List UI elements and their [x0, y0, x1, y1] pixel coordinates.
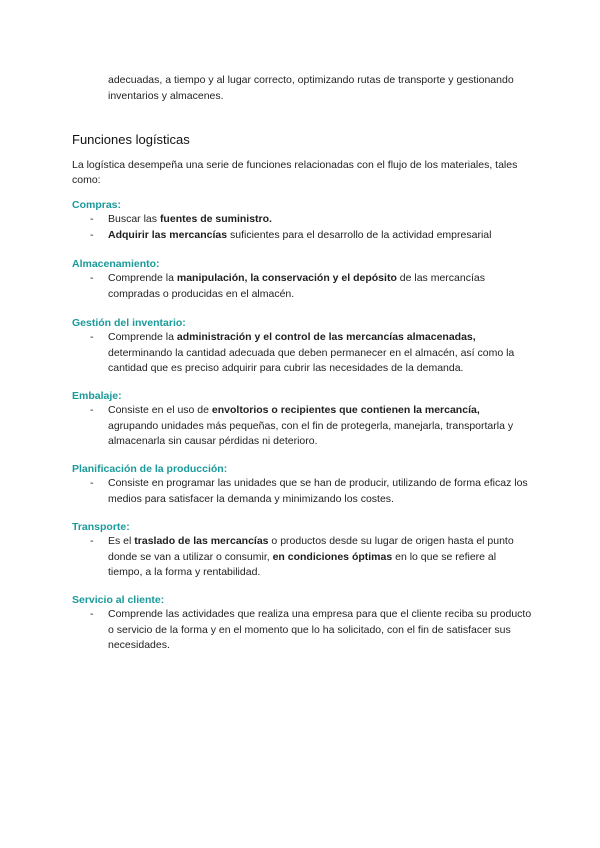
bullet-dash: -: [90, 608, 94, 620]
section-embalaje: [72, 389, 532, 450]
bullet-dash: -: [90, 477, 94, 489]
intro-text: adecuadas, a tiempo y al lugar correcto, optimizando rutas de transporte y gestionando inventarios y almacenes.: [108, 74, 514, 102]
list-item: - Consiste en programar las unidades que se han de producir, utilizando de forma eficaz los medios para satisfacer la demanda y minimizando los costes.: [90, 477, 528, 505]
bullet-dash: -: [90, 228, 94, 241]
section-transporte: [72, 520, 532, 581]
bullet-dash: -: [90, 213, 94, 225]
list-item: - Adquirir las mercancías suficientes para el desarrollo de la actividad empresarial: [72, 228, 532, 244]
section-title: Compras:: [72, 199, 122, 211]
list-item: - Comprende las actividades que realiza una empresa para que el cliente reciba su producto o servicio de la forma y en el momento que lo ha solicitado, con el fin de satisfacer sus necesidades.: [90, 608, 532, 651]
section-servicio: [72, 593, 532, 654]
section-title: Planificación de la producción:: [72, 463, 228, 475]
section-almacenamiento: [72, 257, 532, 302]
list-item: - Buscar las fuentes de suministro.: [72, 212, 532, 228]
section-title: Embalaje:: [72, 390, 122, 402]
bullet-dash: -: [90, 535, 94, 547]
bullet-dash: -: [90, 331, 94, 343]
list-item: - Es el traslado de las mercancías o productos desde su lugar de origen hasta el punto donde se van a utilizar o consumir, en condiciones óptimas en lo que se refiere al tiempo, a la forma y rentabilidad.: [90, 535, 514, 578]
bullet-dash: -: [90, 404, 94, 416]
section-compras: [72, 198, 532, 243]
intro-paragraph: La logística desempeña una serie de funciones relacionadas con el flujo de los materiales, tales como:: [72, 159, 518, 186]
section-title: Gestión del inventario:: [72, 317, 186, 329]
list-item: - Comprende la manipulación, la conservación y el depósito de las mercancías compradas o producidas en el almacén.: [90, 272, 485, 300]
list-item: - Consiste en el uso de envoltorios o recipientes que contienen la mercancía, agrupando unidades más pequeñas, con el fin de protegerla, manejarla, transportarla y almacenarla sin causar pérdidas ni deterioro.: [90, 404, 514, 447]
bullet-dash: -: [90, 272, 94, 284]
section-inventario: [72, 316, 532, 377]
section-title: Servicio al cliente:: [72, 594, 165, 606]
section-title: Transporte:: [72, 521, 130, 533]
section-planificacion: [72, 462, 532, 507]
section-heading: Funciones logísticas: [72, 132, 190, 147]
list-item: - Comprende la administración y el control de las mercancías almacenadas, determinando la cantidad adecuada que deben permanecer en el almacén, así como la cantidad que es preciso adquirir para cubrir las necesidades de la demanda.: [90, 331, 515, 374]
section-title: Almacenamiento:: [72, 258, 160, 270]
